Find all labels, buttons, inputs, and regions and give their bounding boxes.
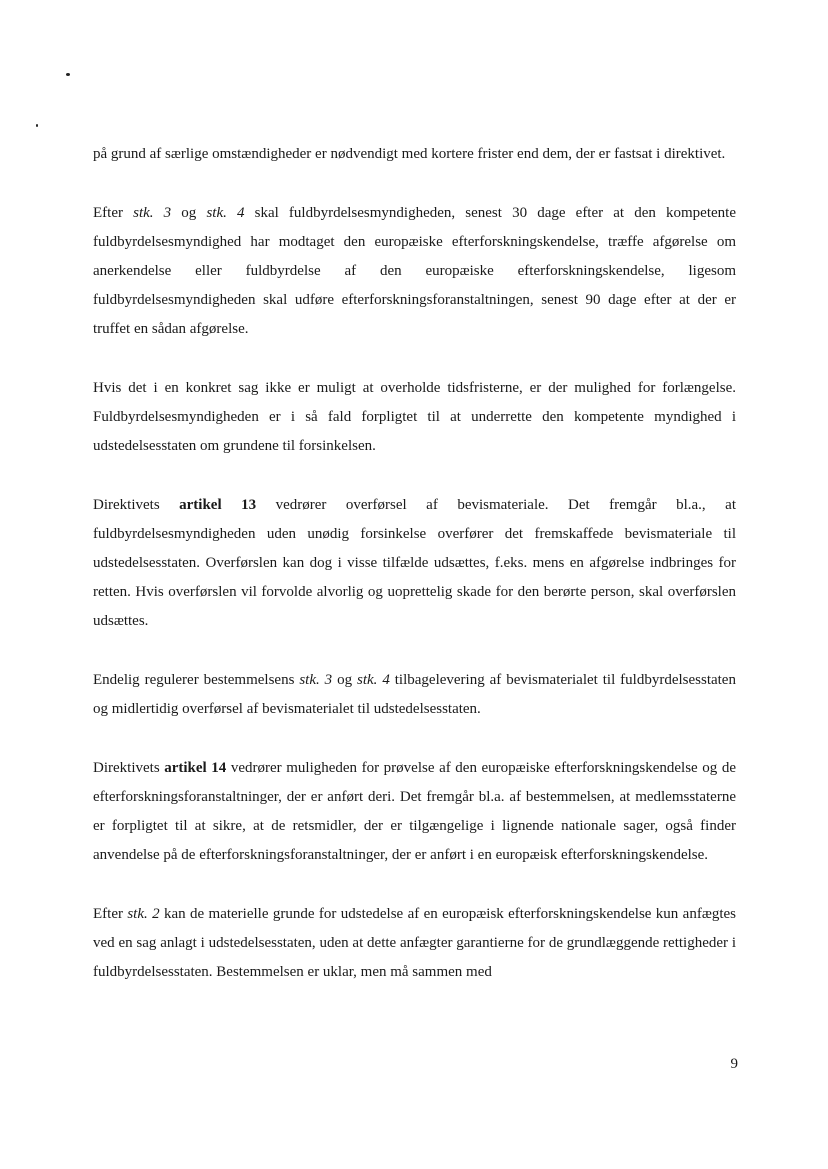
text-run: Direktivets [93, 760, 165, 776]
text-run: tilbagelevering af bevismaterialet til fuldbyrdelsesstaten og midlertidig overførsel af bevismaterialet til udstedelsesstaten. [93, 672, 736, 717]
document-body [93, 140, 736, 987]
text-run: skal fuldbyrdelsesmyndigheden, senest 30 dage efter at den kompetente fuldbyrdelsesmyndighed har modtaget den europæiske efterforskningskendelse, træffe afgørelse om anerkendelse eller fuldbyrdelse af den europæiske efterforskningskendelse, ligesom fuldbyrdelsesmyndigheden skal udføre efterforskningsforanstaltningen, senest 90 dage efter at der er truffet en sådan afgørelse. [93, 205, 736, 337]
italic-reference: stk. 3 [299, 672, 333, 688]
scan-speck [66, 73, 70, 76]
paragraph [93, 491, 736, 636]
italic-reference: stk. 3 [133, 205, 172, 221]
text-run: Direktivets [93, 497, 180, 513]
italic-reference: stk. 4 [357, 672, 390, 688]
bold-reference: artikel 13 [179, 497, 257, 513]
paragraph [93, 140, 736, 169]
text-run: vedrører muligheden for prøvelse af den europæiske efterforskningskendelse og de efterforskningsforanstaltninger, der er anført deri. Det fremgår bl.a. af bestemmelsen, at medlemsstaterne er forpligtet til at sikre, at de retsmidler, der er tilgængelige i lignende nationale sager, også finder anvendelse på de efterforskningsforanstaltninger, der er anført i en europæisk efterforskningskendelse. [93, 760, 736, 863]
text-run: og [332, 672, 358, 688]
bold-reference: artikel 14 [164, 760, 227, 776]
page-number: 9 [730, 1056, 738, 1072]
text-run: og [171, 205, 207, 221]
text-run: Efter [93, 205, 134, 221]
text-run: vedrører overførsel af bevismateriale. Det fremgår bl.a., at fuldbyrdelsesmyndigheden uden unødig forsinkelse overfører det fremskaffede bevismateriale til udstedelsesstaten. Overførslen kan dog i visse tilfælde udsættes, f.eks. mens en afgørelse indbringes for retten. Hvis overførslen vil forvolde alvorlig og uoprettelig skade for den berørte person, skal overførslen udsættes. [93, 497, 736, 629]
paragraph [93, 900, 736, 987]
italic-reference: stk. 2 [127, 906, 160, 922]
paragraph [93, 666, 736, 724]
text-run: Efter [93, 906, 128, 922]
paragraph [93, 199, 736, 344]
paragraph [93, 374, 736, 461]
text-run: kan de materielle grunde for udstedelse af en europæisk efterforskningskendelse kun anfægtes ved en sag anlagt i udstedelsesstaten, uden at dette anfægter garantierne for de grundlæggende rettigheder i fuldbyrdelsesstaten. Bestemmelsen er uklar, men må sammen med [93, 906, 736, 980]
text-run: Endelig regulerer bestemmelsens [93, 672, 300, 688]
paragraph [93, 754, 736, 870]
text-run: på grund af særlige omstændigheder er nødvendigt med kortere frister end dem, der er fastsat i direktivet. [93, 146, 726, 162]
italic-reference: stk. 4 [206, 205, 245, 221]
scan-speck [36, 124, 38, 127]
text-run: Hvis det i en konkret sag ikke er muligt at overholde tidsfristerne, er der mulighed for forlængelse. Fuldbyrdelsesmyndigheden er i så fald forpligtet til at underrette den kompetente myndighed i udstedelsesstaten om grundene til forsinkelsen. [93, 380, 736, 454]
